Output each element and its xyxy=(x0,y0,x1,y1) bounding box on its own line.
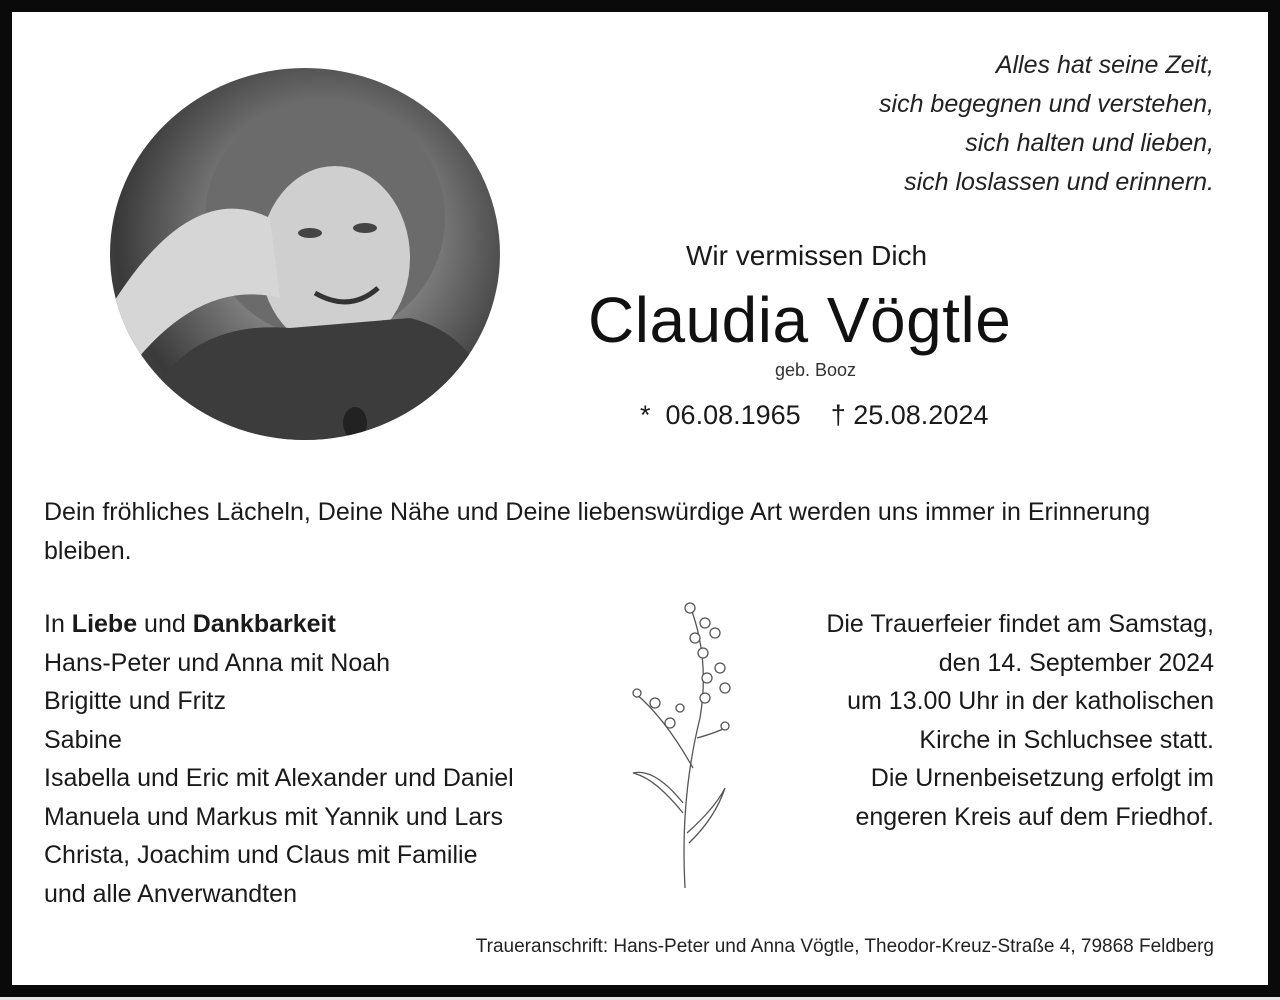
poem-line: sich loslassen und erinnern. xyxy=(904,168,1214,196)
intro-text: und xyxy=(137,610,193,638)
portrait-photo xyxy=(110,68,500,440)
service-line: Die Trauerfeier findet am Samstag, xyxy=(826,610,1214,638)
tribute-text: Dein fröhliches Lächeln, Deine Nähe und Deine liebenswürdige Art werden uns immer in Erinnerung bleiben. xyxy=(44,498,1151,565)
born-icon: * xyxy=(640,400,651,430)
poem-line: sich halten und lieben, xyxy=(965,129,1214,157)
forget-me-not-flower-icon xyxy=(625,598,740,895)
service-info xyxy=(826,605,1214,836)
family-member: Christa, Joachim und Claus mit Familie xyxy=(44,841,478,869)
service-line: Kirche in Schluchsee statt. xyxy=(919,725,1214,754)
family-intro xyxy=(44,605,514,644)
intro-text: In xyxy=(44,610,72,638)
poem-line: sich begegnen und verstehen, xyxy=(879,90,1214,118)
service-line: den 14. September 2024 xyxy=(938,648,1214,677)
family-member: und alle Anverwandten xyxy=(44,879,297,908)
family-member: Hans-Peter und Anna mit Noah xyxy=(44,648,391,677)
family-member: Isabella und Eric mit Alexander und Daniel xyxy=(44,764,514,792)
intro-bold: Dankbarkeit xyxy=(192,610,336,638)
cross-icon: † xyxy=(830,400,846,430)
heading: Wir vermissen Dich xyxy=(686,240,928,271)
birth-name: geb. Booz xyxy=(775,360,857,380)
poem xyxy=(879,46,1214,202)
family-member: Brigitte und Fritz xyxy=(44,687,227,715)
intro-bold: Liebe xyxy=(71,610,138,638)
family-member: Manuela und Markus mit Yannik und Lars xyxy=(44,802,504,831)
service-line: Die Urnenbeisetzung erfolgt im xyxy=(870,764,1214,792)
family-member: Sabine xyxy=(44,725,122,754)
family-list xyxy=(44,605,514,913)
service-line: engeren Kreis auf dem Friedhof. xyxy=(855,802,1214,831)
birth-date: 06.08.1965 xyxy=(665,400,801,430)
deceased-name: Claudia Vögtle xyxy=(588,284,1012,356)
service-line: um 13.00 Uhr in der katholischen xyxy=(847,687,1214,715)
poem-line: Alles hat seine Zeit, xyxy=(995,51,1214,79)
mourning-address: Traueranschrift: Hans-Peter und Anna Vögtle, Theodor-Kreuz-Straße 4, 79868 Feldberg xyxy=(475,936,1214,957)
life-dates xyxy=(640,400,988,431)
death-date: 25.08.2024 xyxy=(853,400,989,430)
